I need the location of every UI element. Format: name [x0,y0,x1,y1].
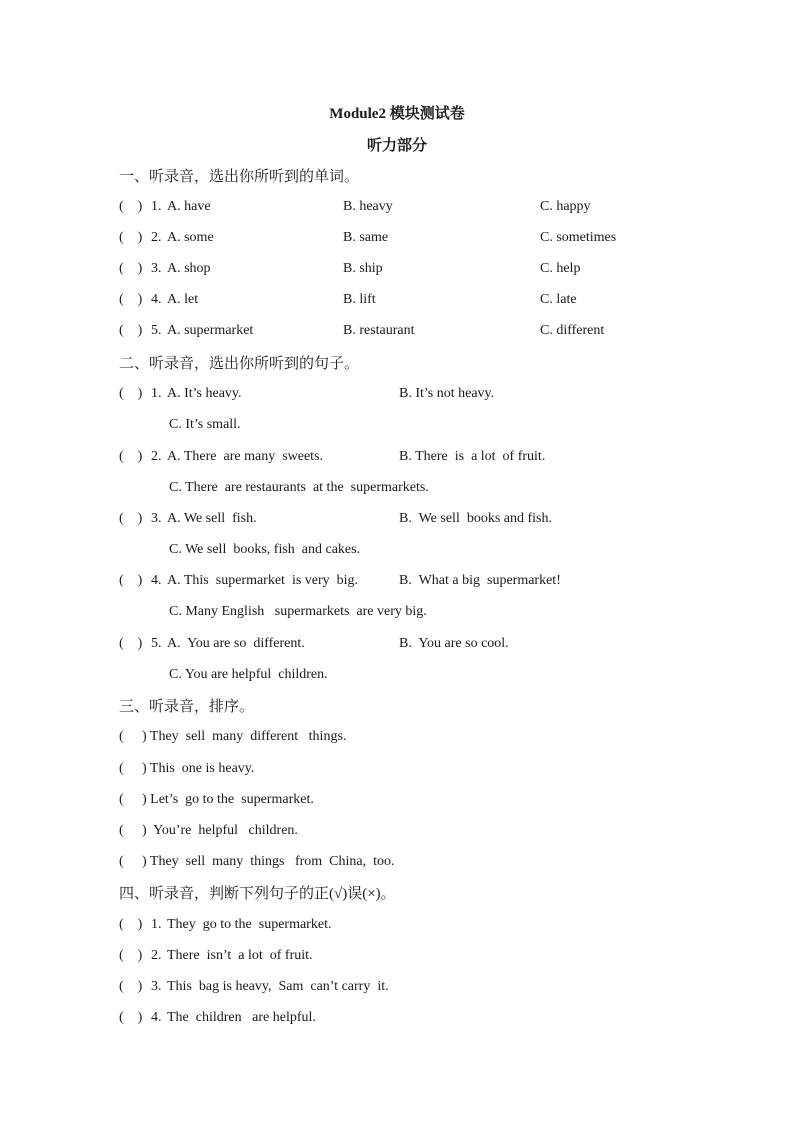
part1-question-5 [119,321,605,341]
part3-item-1 [119,727,347,747]
option-b: B. lift [343,292,376,307]
option-c: C. We sell books, fish and cakes. [169,542,361,557]
question-number: 3. [151,261,162,276]
answer-bracket-open: ( [119,854,124,869]
option-c: C. happy [540,199,591,214]
option-b: B. restaurant [343,323,415,338]
statement: They go to the supermarket. [167,917,332,932]
sentence: ) They sell many things from China, too. [142,854,395,869]
option-b: B. What a big supermarket! [399,573,561,588]
option-b: B. You are so cool. [399,636,509,651]
option-c: C. It’s small. [169,417,241,432]
answer-bracket-open: ( [119,823,124,838]
question-number: 5. [151,323,162,338]
question-number: 3. [151,979,162,994]
option-a: A. It’s heavy. [167,386,242,401]
part4-question-4 [119,1008,316,1028]
option-c: C. You are helpful children. [169,667,328,682]
part1-question-2 [119,228,617,248]
page-title: Module2 模块测试卷 [329,106,465,122]
answer-bracket: ( ) [119,979,143,994]
option-a: A. supermarket [167,323,254,338]
question-number: 1. [151,386,162,401]
answer-bracket: ( ) [119,323,143,338]
statement: The children are helpful. [167,1010,316,1025]
answer-bracket-open: ( [119,729,124,744]
answer-bracket: ( ) [119,917,143,932]
part3-item-2 [119,759,255,779]
answer-bracket: ( ) [119,1010,143,1025]
option-a: A. This supermarket is very big. [167,573,359,588]
part4-question-1 [119,915,332,935]
sentence: ) Let’s go to the supermarket. [142,792,314,807]
answer-bracket: ( ) [119,573,143,588]
answer-bracket: ( ) [119,292,143,307]
part4-heading: 四、听录音，判断下列句子的正(√)误(×)。 [119,886,396,902]
option-c: C. Many English supermarkets are very big. [169,604,427,619]
option-a: A. You are so different. [167,636,305,651]
question-number: 3. [151,511,162,526]
question-number: 2. [151,449,162,464]
part2-question-2-option-c [119,478,429,498]
part4-question-3 [119,977,389,997]
part2-question-1-option-c [119,415,241,435]
part3-heading: 三、听录音，排序。 [119,699,255,715]
part2-question-3 [119,509,552,529]
option-b: B. There is a lot of fruit. [399,449,546,464]
part3-item-3 [119,790,314,810]
answer-bracket: ( ) [119,230,143,245]
question-number: 5. [151,636,162,651]
part3-item-5 [119,852,395,872]
part2-question-3-option-c [119,540,361,560]
part2-question-4 [119,571,561,591]
part2-question-4-option-c [119,602,427,622]
answer-bracket: ( ) [119,261,143,276]
part3-item-4 [119,821,298,841]
part1-question-3 [119,259,581,279]
page-subtitle: 听力部分 [366,138,427,154]
statement: There isn’t a lot of fruit. [167,948,313,963]
option-b: B. ship [343,261,383,276]
answer-bracket: ( ) [119,449,143,464]
sentence: ) They sell many different things. [142,729,347,744]
option-c: C. help [540,261,581,276]
option-a: A. We sell fish. [167,511,257,526]
option-c: C. sometimes [540,230,617,245]
part2-question-2 [119,447,546,467]
question-number: 4. [151,573,162,588]
option-b: B. heavy [343,199,393,214]
option-c: C. different [540,323,605,338]
option-b: B. It’s not heavy. [399,386,495,401]
option-a: A. let [167,292,199,307]
option-c: C. late [540,292,577,307]
part1-question-4 [119,290,577,310]
answer-bracket: ( ) [119,636,143,651]
answer-bracket-open: ( [119,761,124,776]
answer-bracket: ( ) [119,199,143,214]
answer-bracket: ( ) [119,386,143,401]
question-number: 2. [151,230,162,245]
part2-question-1 [119,384,495,404]
answer-bracket: ( ) [119,948,143,963]
statement: This bag is heavy, Sam can’t carry it. [167,979,389,994]
option-a: A. There are many sweets. [167,449,324,464]
part2-question-5 [119,634,509,654]
part2-question-5-option-c [119,665,328,685]
part4-question-2 [119,946,313,966]
question-number: 4. [151,292,162,307]
option-a: A. have [167,199,211,214]
question-number: 1. [151,199,162,214]
option-c: C. There are restaurants at the supermarkets. [169,480,429,495]
sentence: ) This one is heavy. [142,761,255,776]
answer-bracket: ( ) [119,511,143,526]
question-number: 2. [151,948,162,963]
option-b: B. same [343,230,389,245]
part1-heading: 一、听录音，选出你所听到的单词。 [119,169,360,185]
question-number: 1. [151,917,162,932]
option-a: A. some [167,230,214,245]
part1-question-1 [119,197,591,217]
answer-bracket-open: ( [119,792,124,807]
option-b: B. We sell books and fish. [399,511,552,526]
part2-heading: 二、听录音，选出你所听到的句子。 [119,356,360,372]
sentence: ) You’re helpful children. [142,823,298,838]
option-a: A. shop [167,261,211,276]
question-number: 4. [151,1010,162,1025]
